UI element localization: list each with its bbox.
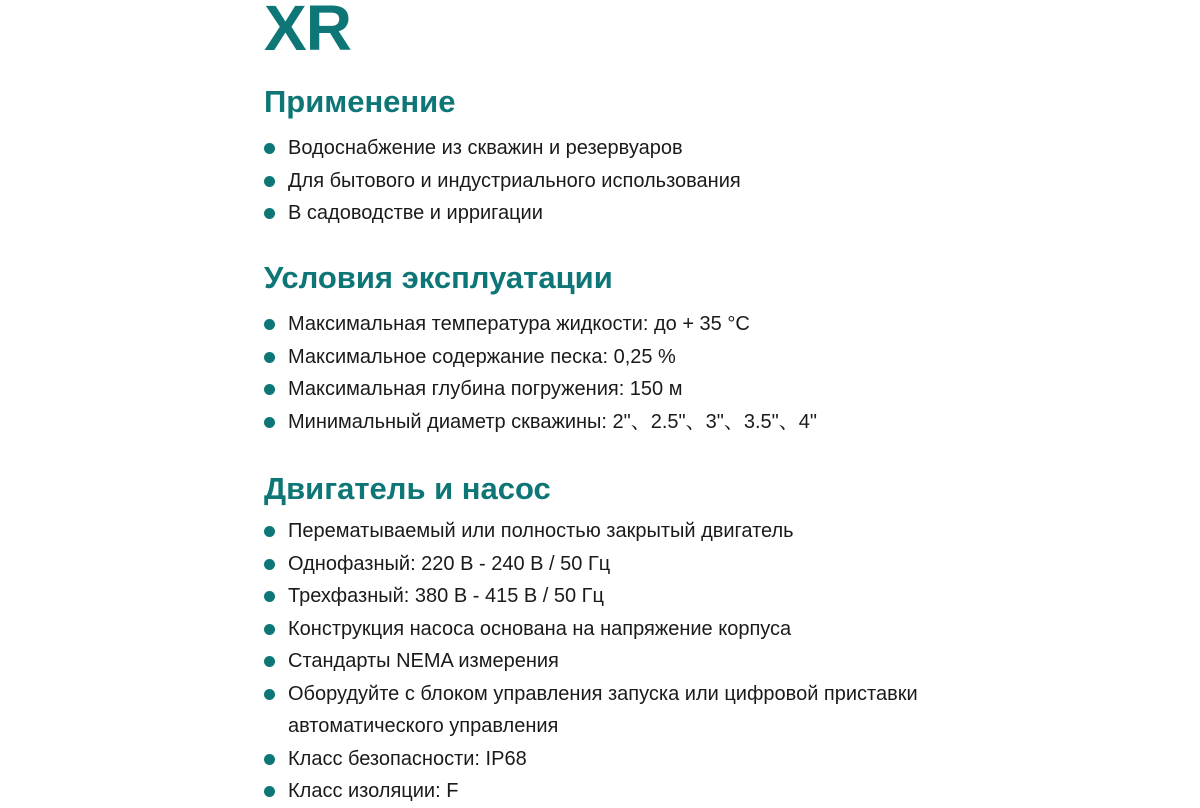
list-item-text: Водоснабжение из скважин и резервуаров — [288, 137, 683, 159]
list-item-text: Оборудуйте с блоком управления запуска или цифровой приставки автоматического управления — [288, 682, 918, 737]
operating-conditions-list — [264, 308, 817, 438]
list-item — [264, 341, 817, 374]
list-item-text: Однофазный: 220 В - 240 В / 50 Гц — [288, 552, 611, 575]
bullet-dot-icon — [264, 208, 275, 219]
bullet-dot-icon — [264, 352, 275, 363]
list-item-text: Класс изоляции: F — [288, 780, 459, 802]
list-item-text: Максимальная температура жидкости: до + 35 °C — [288, 313, 750, 335]
list-item — [264, 743, 918, 776]
section-heading-motor-and-pump: Двигатель и насос — [264, 471, 551, 506]
list-item-text: Конструкция насоса основана на напряжение корпуса — [288, 617, 792, 640]
bullet-dot-icon — [264, 624, 275, 635]
list-item — [264, 645, 918, 678]
list-item-text: В садоводстве и ирригации — [288, 202, 543, 224]
list-item-text: Минимальный диаметр скважины: 2"、2.5"、3"、3.5"、4" — [288, 410, 818, 433]
list-item — [264, 308, 817, 341]
section-heading-application: Применение — [264, 84, 456, 119]
list-item — [264, 406, 817, 439]
bullet-dot-icon — [264, 754, 275, 765]
list-item — [264, 197, 741, 230]
application-list — [264, 132, 741, 230]
list-item — [264, 613, 918, 646]
list-item — [264, 515, 918, 548]
list-item — [264, 775, 918, 808]
list-item-text: Для бытового и индустриального использования — [288, 169, 741, 192]
list-item — [264, 548, 918, 581]
bullet-dot-icon — [264, 319, 275, 330]
model-title: XR — [264, 0, 351, 64]
list-item — [264, 132, 741, 165]
list-item-text: Максимальное содержание песка: 0,25 % — [288, 345, 676, 368]
bullet-dot-icon — [264, 417, 275, 428]
section-heading-operating-conditions: Условия эксплуатации — [264, 260, 613, 295]
list-item-text: Перематываемый или полностью закрытый двигатель — [288, 520, 794, 542]
bullet-dot-icon — [264, 526, 275, 537]
motor-pump-list — [264, 515, 918, 808]
list-item — [264, 678, 918, 743]
bullet-dot-icon — [264, 591, 275, 602]
bullet-dot-icon — [264, 176, 275, 187]
bullet-dot-icon — [264, 559, 275, 570]
bullet-dot-icon — [264, 384, 275, 395]
list-item-text: Класс безопасности: IP68 — [288, 747, 527, 770]
list-item-text: Стандарты NEMA измерения — [288, 650, 559, 672]
bullet-dot-icon — [264, 143, 275, 154]
list-item — [264, 165, 741, 198]
list-item-text: Максимальная глубина погружения: 150 м — [288, 378, 683, 400]
bullet-dot-icon — [264, 656, 275, 667]
list-item — [264, 580, 918, 613]
bullet-dot-icon — [264, 689, 275, 700]
bullet-dot-icon — [264, 786, 275, 797]
list-item-text: Трехфазный: 380 В - 415 В / 50 Гц — [288, 585, 604, 607]
list-item — [264, 373, 817, 406]
